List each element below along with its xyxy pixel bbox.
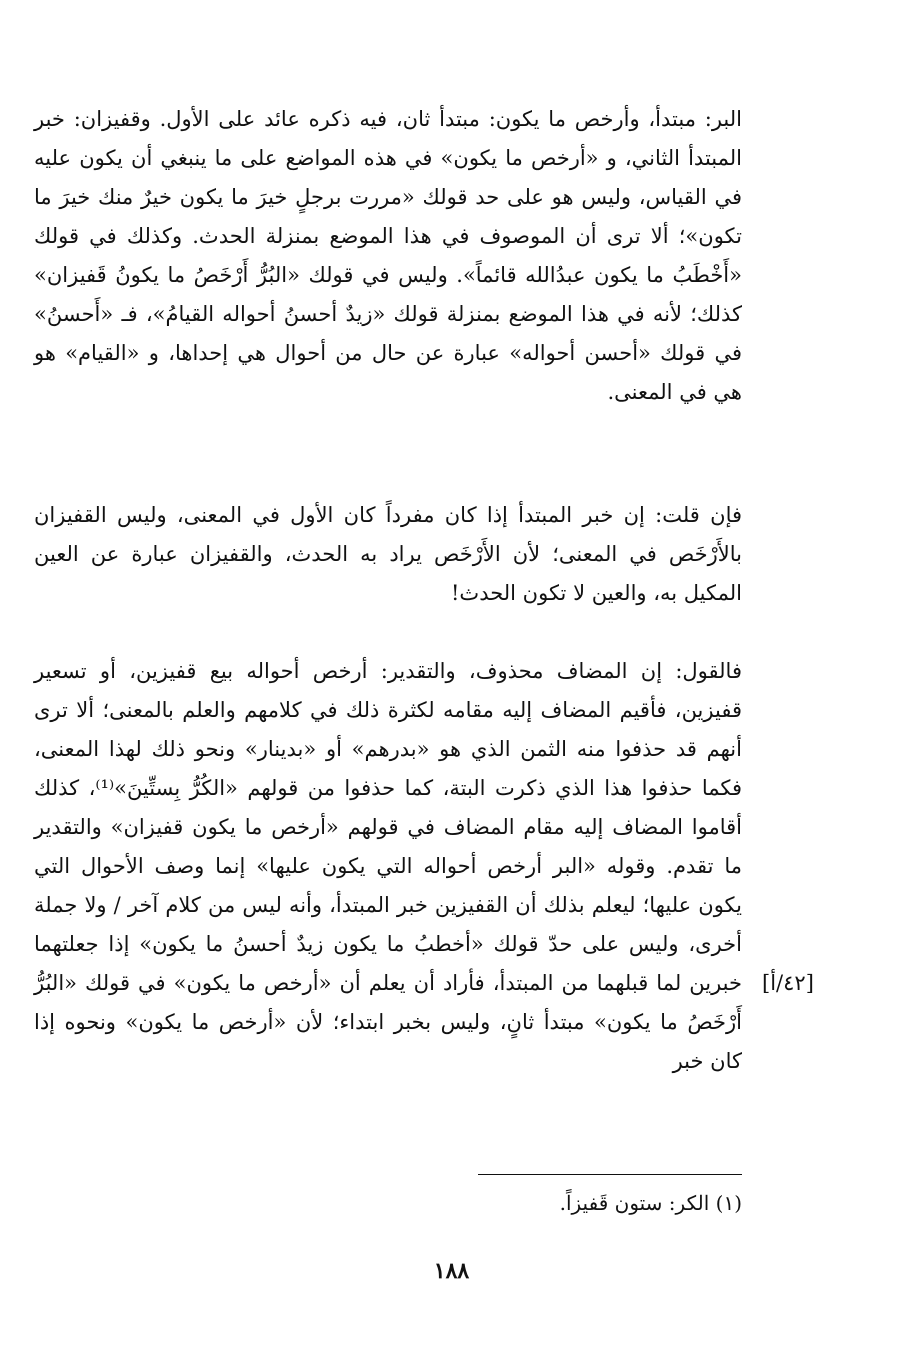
manuscript-folio-marker: [٤٢/أ] <box>762 971 814 995</box>
paragraph-2-text: فإن قلت: إن خبر المبتدأ إذا كان مفرداً كان الأول في المعنى، وليس القفيزان بالأَرْخَص في المعنى؛ لأن الأَرْخَص يراد به الحدث، والقفيزان عبارة عن العين المكيل به، والعين لا تكون الحدث! <box>34 503 742 605</box>
paragraph-1-text: البر: مبتدأ، وأرخص ما يكون: مبتدأ ثان، فيه ذكره عائد على الأول. وقفيزان: خبر المبتدأ الثاني، و «أرخص ما يكون» في هذه المواضع على ما ينبغي أن يكون عليه في القياس، وليس هو على حد قولك «مررت برجلٍ خيرَ ما يكون خيرٌ منك خيرَ ما تكون»؛ ألا ترى أن الموصوف في هذا الموضع بمنزلة الحدث. وكذلك في قولك «أَخْطَبُ ما يكون عبدُالله قائماً». وليس في قولك «البُرُّ أَرْخَصُ ما يكونُ قَفيزان» كذلك؛ لأنه في هذا الموضع بمنزلة قولك «زيدٌ أحسنُ أحواله القيامُ»، فـ «أَحسنُ» في قولك «أحسن أحواله» عبارة عن حال من أحوال هي إحداها، و «القيام» هو هي في المعنى. <box>34 107 742 404</box>
paragraph-1 <box>34 100 742 412</box>
paragraph-3 <box>34 652 742 1081</box>
footnote: (١) الكر: ستون قَفيزاً. <box>559 1191 742 1215</box>
paragraph-2 <box>34 496 742 613</box>
page-number: ١٨٨ <box>433 1258 470 1284</box>
footnote-divider <box>478 1174 742 1175</box>
paragraph-3-text: فالقول: إن المضاف محذوف، والتقدير: أرخص أحواله بيع قفيزين، أو تسعير قفيزين، فأقيم المضاف إليه مقامه لكثرة ذلك في كلامهم والعلم بالمعنى؛ ألا ترى أنهم قد حذفوا منه الثمن الذي هو «بدرهم» أو «بدينار» ونحو ذلك لهذا المعنى، فكما حذفوا هذا الذي ذكرت البتة، كما حذفوا من قولهم «الكُرُّ بِستِّينَ»⁽¹⁾، كذلك أقاموا المضاف إليه مقام المضاف في قولهم «أرخص ما يكون قفيزان» والتقدير ما تقدم. وقوله «البر أرخص أحواله التي يكون عليها» إنما وصف الأحوال التي يكون عليها؛ ليعلم بذلك أن القفيزين خبر المبتدأ، وأنه ليس من كلام آخر / ولا جملة أخرى، وليس على حدّ قولك «أخطبُ ما يكون زيدٌ أحسنُ ما يكون» إذا جعلتهما خبرين لما قبلهما من المبتدأ، فأراد أن يعلم أن «أرخص ما يكون» في قولك «البُرُّ أَرْخَصُ ما يكون» مبتدأ ثانٍ، وليس بخبر ابتداء؛ لأن «أرخص ما يكون» ونحوه إذا كان خبر <box>34 659 743 1073</box>
